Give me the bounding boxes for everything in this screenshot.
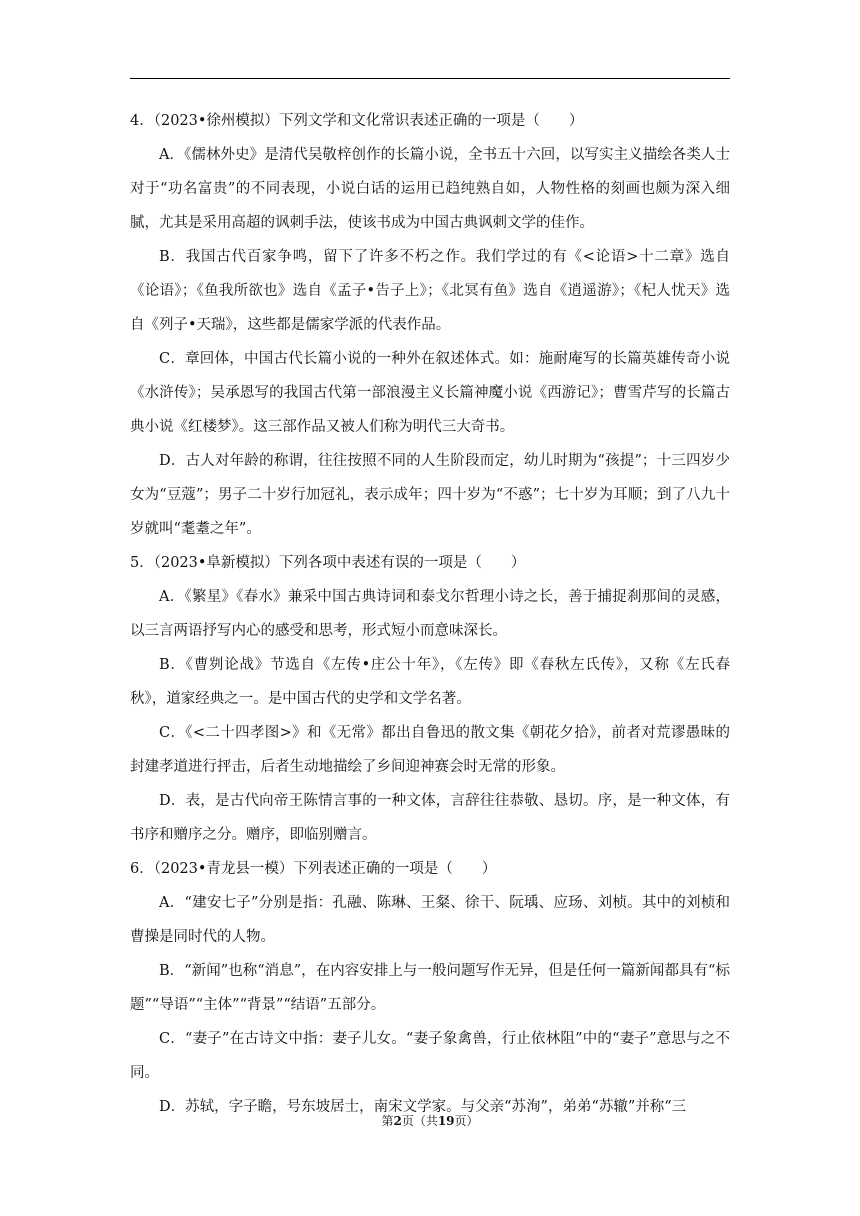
footer-total-pages: 19 bbox=[437, 1114, 455, 1128]
question-6-option-d: D．苏轼，字子瞻，号东坡居士，南宋文学家。与父亲“苏洵”，弟弟“苏辙”并称“三 bbox=[159, 1099, 687, 1115]
question-5-option-b: B．《曹刿论战》节选自《左传•庄公十年》，《左传》即《春秋左氏传》，又称《左氏春秋》，道家经典之一。是中国古代的史学和文学名著。 bbox=[130, 657, 730, 707]
footer-page-number: 2 bbox=[393, 1114, 402, 1128]
footer-suffix: 页） bbox=[454, 1114, 479, 1128]
footer-prefix: 第 bbox=[381, 1114, 394, 1128]
question-6-option-b: B．“新闻”也称“消息”，在内容安排上与一般问题写作无异，但是任何一篇新闻都具有“标题”“导语”“主体”“背景”“结语”五部分。 bbox=[130, 963, 730, 1013]
question-5-option-a: A．《繁星》《春水》兼采中国古典诗词和泰戈尔哲理小诗之长，善于捕捉刹那间的灵感，以三言两语抒写内心的感受和思考，形式短小而意味深长。 bbox=[130, 589, 730, 639]
header-rule bbox=[130, 78, 730, 79]
question-6-stem: 6．（2023•青龙县一模）下列表述正确的一项是（ ） bbox=[130, 861, 497, 877]
question-6-option-a: A．“建安七子”分别是指：孔融、陈琳、王粲、徐干、阮瑀、应玚、刘桢。其中的刘桢和曹操是同时代的人物。 bbox=[130, 895, 730, 945]
footer-middle: 页（共 bbox=[401, 1114, 438, 1128]
page-footer bbox=[0, 1112, 860, 1129]
question-5-option-d: D．表，是古代向帝王陈情言事的一种文体，言辞往往恭敬、恳切。序，是一种文体，有书序和赠序之分。赠序，即临别赠言。 bbox=[130, 793, 730, 843]
question-4-stem: 4．（2023•徐州模拟）下列文学和文化常识表述正确的一项是（ ） bbox=[130, 113, 584, 129]
question-4-option-a: A．《儒林外史》是清代吴敬梓创作的长篇小说，全书五十六回，以写实主义描绘各类人士对于“功名富贵”的不同表现，小说白话的运用已趋纯熟自如，人物性格的刻画也颇为深入细腻，尤其是采用高超的讽刺手法，使该书成为中国古典讽刺文学的佳作。 bbox=[130, 147, 730, 231]
question-4-option-d: D．古人对年龄的称谓，往往按照不同的人生阶段而定，幼儿时期为“孩提”；十三四岁少女为“豆蔻”；男子二十岁行加冠礼，表示成年；四十岁为“不惑”；七十岁为耳顺；到了八九十岁就叫“耄耋之年”。 bbox=[130, 453, 730, 537]
question-5-stem: 5．（2023•阜新模拟）下列各项中表述有误的一项是（ ） bbox=[130, 555, 526, 571]
question-4-option-b: B．我国古代百家争鸣，留下了许多不朽之作。我们学过的有《<论语>十二章》选自《论语》；《鱼我所欲也》选自《孟子•告子上》；《北冥有鱼》选自《逍遥游》；《杞人忧天》选自《列子•天瑞》，这些都是儒家学派的代表作品。 bbox=[130, 249, 730, 333]
question-4-option-c: C．章回体，中国古代长篇小说的一种外在叙述体式。如：施耐庵写的长篇英雄传奇小说《水浒传》；吴承恩写的我国古代第一部浪漫主义长篇神魔小说《西游记》；曹雪芹写的长篇古典小说《红楼梦》。这三部作品又被人们称为明代三大奇书。 bbox=[130, 351, 730, 435]
page-content bbox=[130, 104, 730, 1124]
question-5-option-c: C．《<二十四孝图>》和《无常》都出自鲁迅的散文集《朝花夕拾》，前者对荒谬愚昧的封建孝道进行抨击，后者生动地描绘了乡间迎神赛会时无常的形象。 bbox=[130, 725, 730, 775]
question-6-option-c: C．“妻子”在古诗文中指：妻子儿女。“妻子象禽兽，行止依林阻”中的“妻子”意思与之不同。 bbox=[130, 1031, 730, 1081]
